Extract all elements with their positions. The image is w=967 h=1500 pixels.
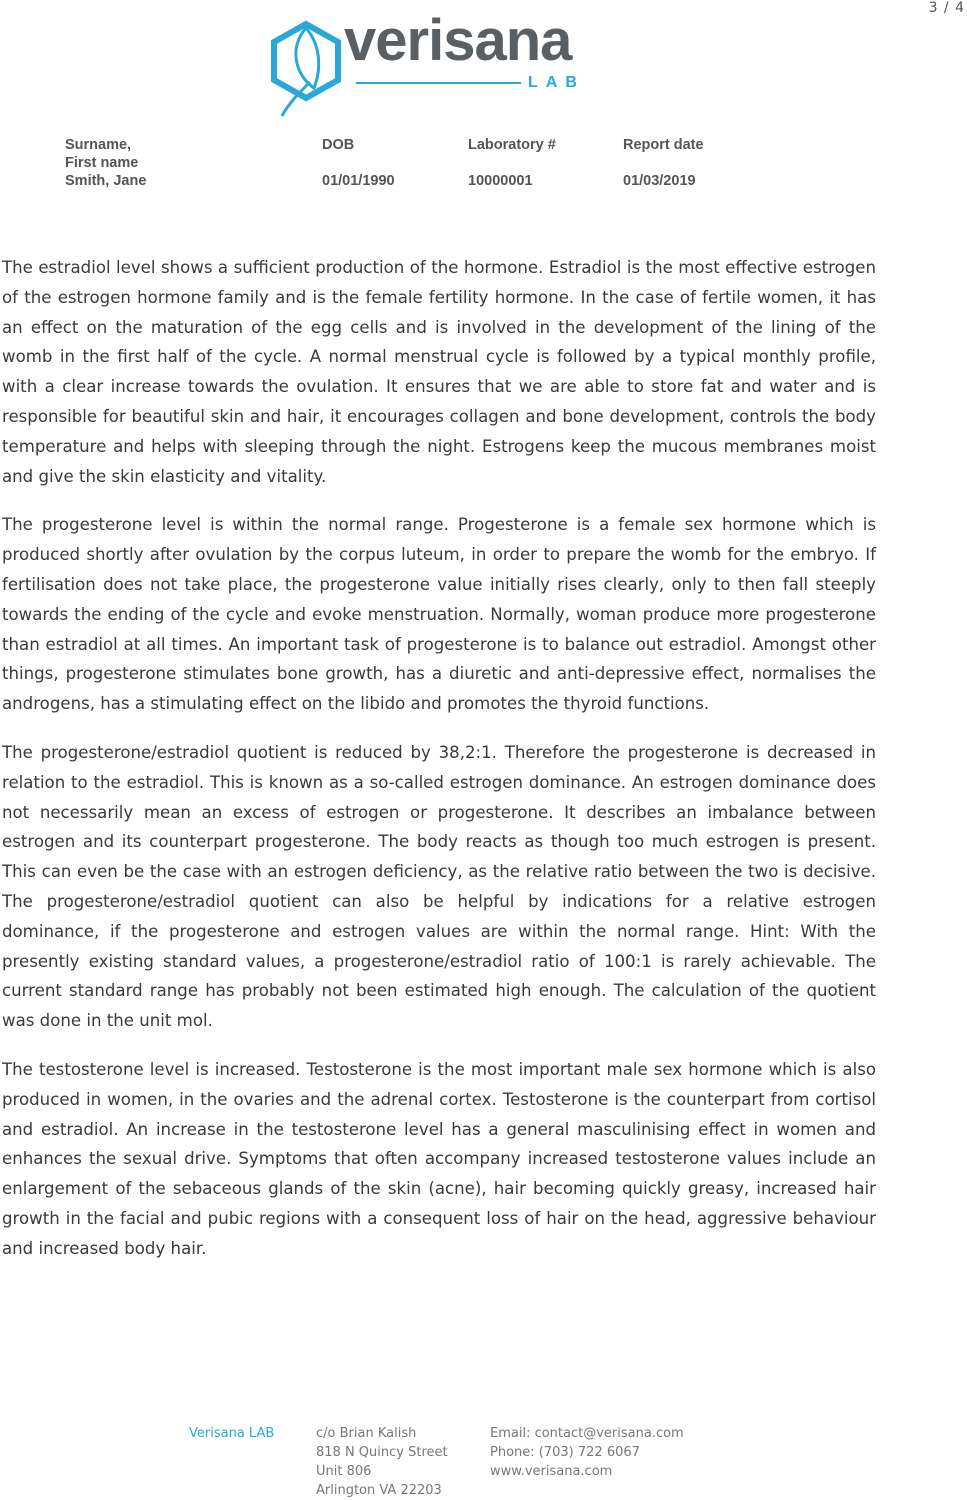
report-date-column (623, 136, 704, 190)
footer-contact-column (490, 1424, 684, 1481)
dob-column (322, 136, 395, 190)
lab-number-value: 10000001 (468, 173, 533, 189)
report-date-label: Report date (623, 137, 704, 153)
report-date-value: 01/03/2019 (623, 173, 696, 189)
paragraph-testosterone: The testosterone level is increased. Testosterone is the most important male sex hormone which is also produced in women, in the ovaries and the adrenal cortex. Testosterone is the counterpart from cortisol and estradiol. An increase in the testosterone level has a general masculinising effect in women and enhances the sexual drive. Symptoms that often accompany increased testosterone values include an enlargement of the sebaceous glands of the skin (acne), hair becoming quickly greasy, increased hair growth in the facial and pubic regions with a consequent loss of hair on the head, aggressive behaviour and increased body hair. (2, 1059, 876, 1258)
name-column (65, 136, 146, 190)
footer-address-line: 818 N Quincy Street (316, 1445, 448, 1460)
footer-address-line: Unit 806 (316, 1464, 372, 1479)
footer-address-column (316, 1424, 448, 1500)
dob-value: 01/01/1990 (322, 173, 395, 189)
footer-brand: Verisana LAB (189, 1426, 275, 1441)
footer-address-line: Arlington VA 22203 (316, 1483, 442, 1498)
dob-label: DOB (322, 137, 355, 153)
paragraph-estradiol: The estradiol level shows a sufficient production of the hormone. Estradiol is the most effective estrogen of the estrogen hormone family and is the female fertility hormone. In the case of fertile women, it has an effect on the maturation of the egg cells and is involved in the development of the lining of the womb in the first half of the cycle. A normal menstrual cycle is followed by a typical monthly profile, with a clear increase towards the ovulation. It ensures that we are able to store fat and water and is responsible for beautiful skin and hair, it encourages collagen and bone development, controls the body temperature and helps with sleeping through the night. Estrogens keep the mucous membranes moist and give the skin elasticity and vitality. (2, 258, 876, 486)
name-value: Smith, Jane (65, 173, 147, 189)
logo-wordmark: verisana (344, 8, 572, 73)
footer-address-line: c/o Brian Kalish (316, 1426, 417, 1441)
page-number: 3 / 4 (928, 0, 965, 16)
paragraph-quotient: The progesterone/estradiol quotient is reduced by 38,2:1. Therefore the progesterone is decreased in relation to the estradiol. This is known as a so-called estrogen dominance. An estrogen dominance does not necessarily mean an excess of estrogen or progesterone. It describes an imbalance between estrogen and its counterpart progesterone. The body reacts as though too much estrogen is present. This can even be the case with an estrogen deficiency, as the relative ratio between the two is decisive. The progesterone/estradiol quotient can also be helpful by indications for a relative estrogen dominance, if the progesterone and estrogen values are within the normal range. Hint: With the presently existing standard values, a progesterone/estradiol ratio of 100:1 is rarely achievable. The current standard range has probably not been estimated high enough. The calculation of the quotient was done in the unit mol. (2, 742, 876, 1031)
name-label: Surname, First name (65, 137, 139, 171)
logo-underline (356, 82, 521, 84)
paragraph-progesterone: The progesterone level is within the normal range. Progesterone is a female sex hormone which is produced shortly after ovulation by the corpus luteum, in order to prepare the womb for the embryo. If fertilisation does not take place, the progesterone value initially rises clearly, only to then fall steeply towards the ending of the cycle and evoke menstruation. Normally, woman produce more progesterone than estradiol at all times. An important task of progesterone is to balance out estradiol. Amongst other things, progesterone stimulates bone growth, has a diuretic and anti-depressive effect, normalises the androgens, has a stimulating effect on the libido and promotes the thyroid functions. (2, 515, 876, 714)
footer-phone: Phone: (703) 722 6067 (490, 1445, 640, 1460)
lab-number-label: Laboratory # (468, 137, 556, 153)
verisana-logo (266, 8, 586, 118)
lab-number-column (468, 136, 556, 190)
footer-website[interactable]: www.verisana.com (490, 1464, 613, 1479)
report-body (2, 253, 876, 1283)
hexagon-leaf-icon (266, 18, 346, 118)
footer-email[interactable]: Email: contact@verisana.com (490, 1426, 684, 1441)
patient-header (0, 136, 967, 196)
logo-lab-text: LAB (528, 74, 585, 91)
footer-brand-column (189, 1424, 274, 1443)
